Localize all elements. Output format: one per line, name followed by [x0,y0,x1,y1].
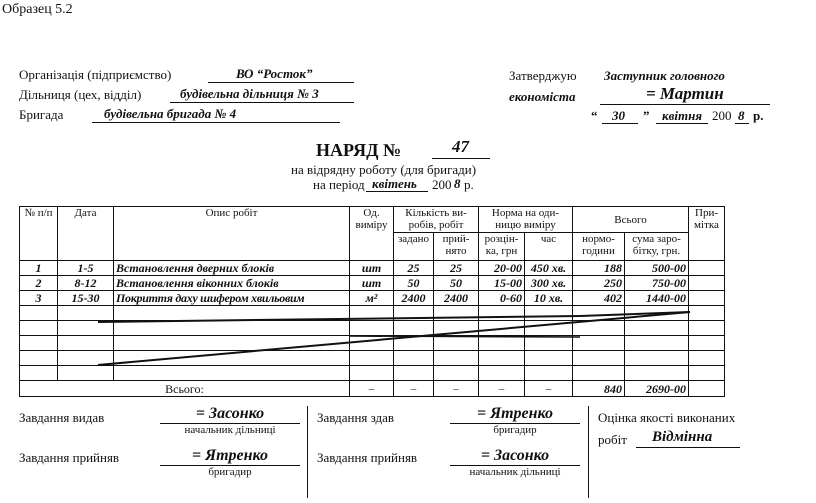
approve-label: Затверджую [509,68,577,83]
issued-label: Завдання видав [19,410,105,425]
handed-label: Завдання здав [317,410,395,425]
org-value: ВО “Росток” [236,66,313,81]
row-rate: 20-00 [479,261,525,276]
col-time-header: час [525,233,573,261]
title-number: 47 [452,137,469,156]
accepted2-signature: = Засонко [450,447,580,466]
date-quote-open: “ [591,108,598,123]
row-time: 450 хв. [525,261,573,276]
row-hours: 188 [573,261,625,276]
total-dash: – [350,381,394,397]
col-no-header: № п/п [20,207,58,261]
title-suffix: р. [464,177,474,192]
table-row [20,291,725,306]
col-hours-header: нормо- години [573,233,625,261]
date-year-suffix: р. [753,108,764,123]
row-set: 2400 [394,291,434,306]
col-date-header: Дата [58,207,114,261]
table-row [20,276,725,291]
row-note [689,291,725,306]
approve-position-2: економіста [509,89,576,104]
total-dash: – [525,381,573,397]
section-value: будівельна дільниця № 3 [180,86,319,101]
row-hours: 402 [573,291,625,306]
row-note [689,261,725,276]
row-note [689,276,725,291]
brigade-value: будівельна бригада № 4 [104,106,237,121]
date-quote-close: ” [643,108,650,123]
table-row-empty [20,366,725,381]
total-dash: – [434,381,479,397]
row-set: 25 [394,261,434,276]
total-dash: – [479,381,525,397]
col-sum-header: сума заро- бітку, грн. [625,233,689,261]
brigade-label: Бригада [19,107,64,122]
handed-role: бригадир [493,424,537,436]
col-desc-header: Опис робіт [114,207,350,261]
accepted2-role: начальник дільниці [469,466,561,478]
table-row-empty [20,306,725,321]
date-year-prefix: 200 [712,108,732,123]
handed-signature: = Ятренко [450,405,580,424]
row-date: 1-5 [58,261,114,276]
date-month: квітня [662,108,703,123]
row-sum: 500-00 [625,261,689,276]
total-label: Всього: [20,381,350,397]
row-date: 15-30 [58,291,114,306]
row-time: 10 хв. [525,291,573,306]
row-no: 2 [20,276,58,291]
row-set: 50 [394,276,434,291]
row-unit: шт [350,261,394,276]
col-unit-header: Од. виміру [350,207,394,261]
title-year-digit: 8 [454,176,461,191]
date-day: 30 [612,108,625,123]
accepted1-signature: = Ятренко [160,447,300,466]
total-hours: 840 [573,381,625,397]
accepted1-role: бригадир [208,466,252,478]
quality-label-1: Оцінка якості виконаних [598,410,736,425]
row-acc: 50 [434,276,479,291]
row-time: 300 хв. [525,276,573,291]
accepted2-label: Завдання прийняв [317,450,418,465]
col-rate-header: розцін- ка, грн [479,233,525,261]
col-norm-header: Норма на оди- ницю виміру [479,207,573,233]
row-desc: Встановлення дверних блоків [114,261,350,276]
date-year-digit: 8 [738,108,745,123]
table-row [20,261,725,276]
row-unit: шт [350,276,394,291]
table-row-empty [20,351,725,366]
approve-signature: = Мартин [646,84,724,103]
row-sum: 750-00 [625,276,689,291]
row-date: 8-12 [58,276,114,291]
table-total-row [20,381,725,397]
row-acc: 25 [434,261,479,276]
quality-value: Відмінна [652,429,713,445]
approve-position-1: Заступник головного [604,68,725,83]
quality-label-2: робіт [598,432,627,447]
total-sum: 2690-00 [625,381,689,397]
issued-role: начальник дільниці [184,424,276,436]
row-unit: м² [350,291,394,306]
title-year-prefix: 200 [432,177,452,192]
sample-label: Образец 5.2 [2,2,73,17]
col-note-header: При- мітка [689,207,725,261]
table-row-empty [20,321,725,336]
row-sum: 1440-00 [625,291,689,306]
row-rate: 0-60 [479,291,525,306]
table-row-empty [20,336,725,351]
title-sub1: на відрядну роботу (для бригади) [291,162,477,177]
issued-signature: = Засонко [160,405,300,424]
row-no: 1 [20,261,58,276]
row-rate: 15-00 [479,276,525,291]
title-main: НАРЯД № [316,140,402,160]
row-no: 3 [20,291,58,306]
section-label: Дільниця (цех, відділ) [19,87,142,102]
title-sub2-prefix: на період [313,177,365,192]
row-desc: Встановлення віконних блоків [114,276,350,291]
title-period: квітень [372,176,417,191]
row-desc: Покриття даху шифером хвильовим [114,291,350,306]
org-label: Організація (підприємство) [19,67,172,82]
total-dash: – [394,381,434,397]
col-total-header: Всього [573,207,689,233]
row-acc: 2400 [434,291,479,306]
col-qty-acc-header: прий- нято [434,233,479,261]
row-hours: 250 [573,276,625,291]
work-order-table [19,206,725,397]
accepted1-label: Завдання прийняв [19,450,120,465]
col-qty-set-header: задано [394,233,434,261]
col-qty-header: Кількість ви- робів, робіт [394,207,479,233]
